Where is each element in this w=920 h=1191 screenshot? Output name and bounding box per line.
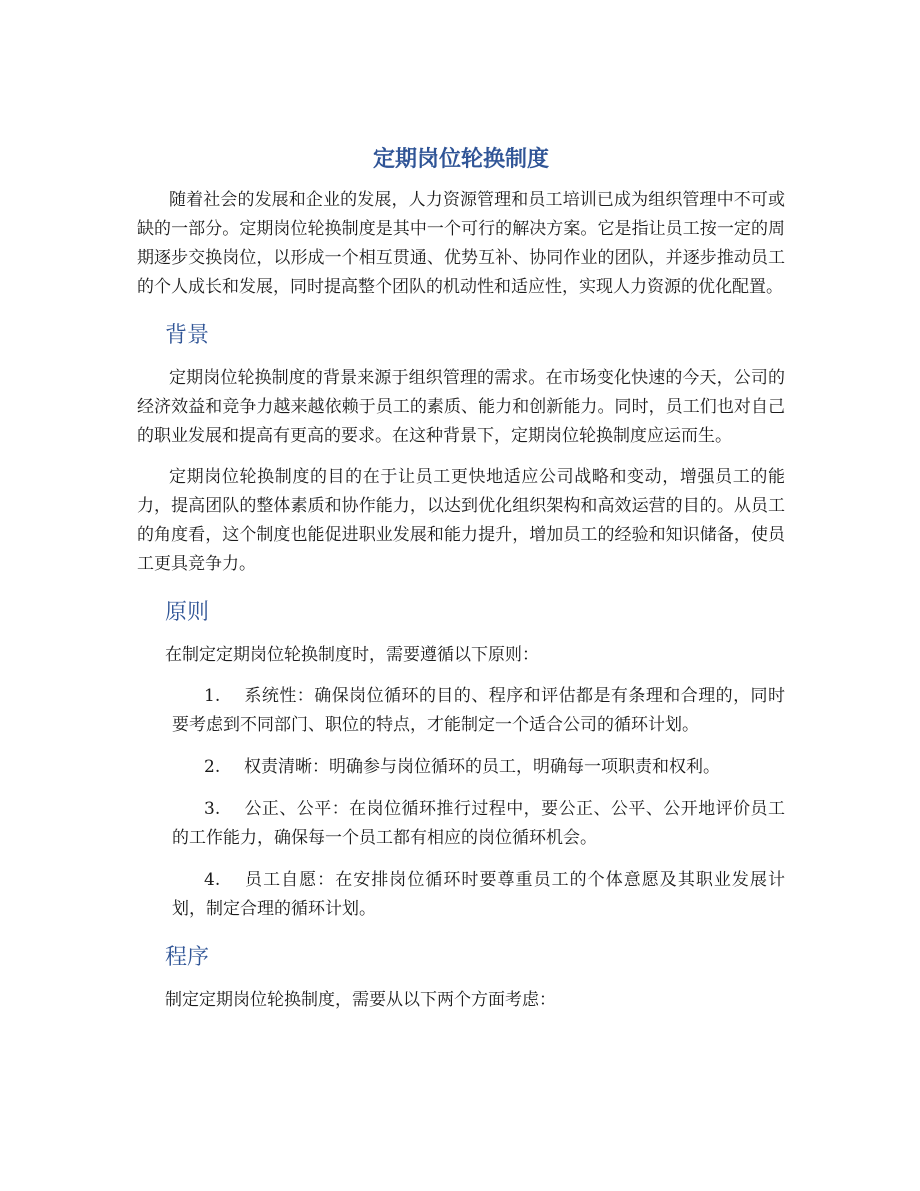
- principles-list: [137, 682, 785, 924]
- list-number: 4.: [204, 870, 221, 890]
- list-item: [172, 682, 785, 740]
- list-number: 2.: [204, 757, 221, 777]
- list-text: 系统性：确保岗位循环的目的、程序和评估都是有条理和合理的，同时要考虑到不同部门、职位的特点，才能制定一个适合公司的循环计划。: [172, 686, 785, 735]
- list-text: 员工自愿：在安排岗位循环时要尊重员工的个体意愿及其职业发展计划，制定合理的循环计划。: [172, 870, 785, 919]
- section-heading-procedure: 程序: [165, 945, 210, 970]
- list-number: 3.: [204, 799, 221, 819]
- list-text: 公正、公平：在岗位循环推行过程中，要公正、公平、公开地评价员工的工作能力，确保每一个员工都有相应的岗位循环机会。: [172, 799, 785, 848]
- list-text: 权责清晰：明确参与岗位循环的员工，明确每一项职责和权利。: [244, 757, 720, 777]
- intro-paragraph: 随着社会的发展和企业的发展，人力资源管理和员工培训已成为组织管理中不可或缺的一部分。定期岗位轮换制度是其中一个可行的解决方案。它是指让员工按一定的周期逐步交换岗位，以形成一个相互贯通、优势互补、协同作业的团队，并逐步推动员工的个人成长和发展，同时提高整个团队的机动性和适应性，实现人力资源的优化配置。: [137, 190, 785, 297]
- list-number: 1.: [204, 686, 221, 706]
- list-item: [172, 795, 785, 853]
- background-paragraph-2: 定期岗位轮换制度的目的在于让员工更快地适应公司战略和变动，增强员工的能力，提高团队的整体素质和协作能力，以达到优化组织架构和高效运营的目的。从员工的角度看，这个制度也能促进职业发展和能力提升，增加员工的经验和知识储备，使员工更具竞争力。: [137, 467, 785, 574]
- document-content: [137, 140, 785, 1027]
- section-heading-principles: 原则: [165, 600, 210, 625]
- document-title: 定期岗位轮换制度: [372, 147, 549, 172]
- list-item: [172, 866, 785, 924]
- list-item: [172, 753, 785, 782]
- procedure-lead: 制定定期岗位轮换制度，需要从以下两个方面考虑：: [165, 990, 556, 1010]
- section-heading-background: 背景: [165, 323, 210, 348]
- principles-lead: 在制定定期岗位轮换制度时，需要遵循以下原则：: [165, 645, 539, 665]
- background-paragraph-1: 定期岗位轮换制度的背景来源于组织管理的需求。在市场变化快速的今天，公司的经济效益和竞争力越来越依赖于员工的素质、能力和创新能力。同时，员工们也对自己的职业发展和提高有更高的要求。在这种背景下，定期岗位轮换制度应运而生。: [137, 368, 785, 446]
